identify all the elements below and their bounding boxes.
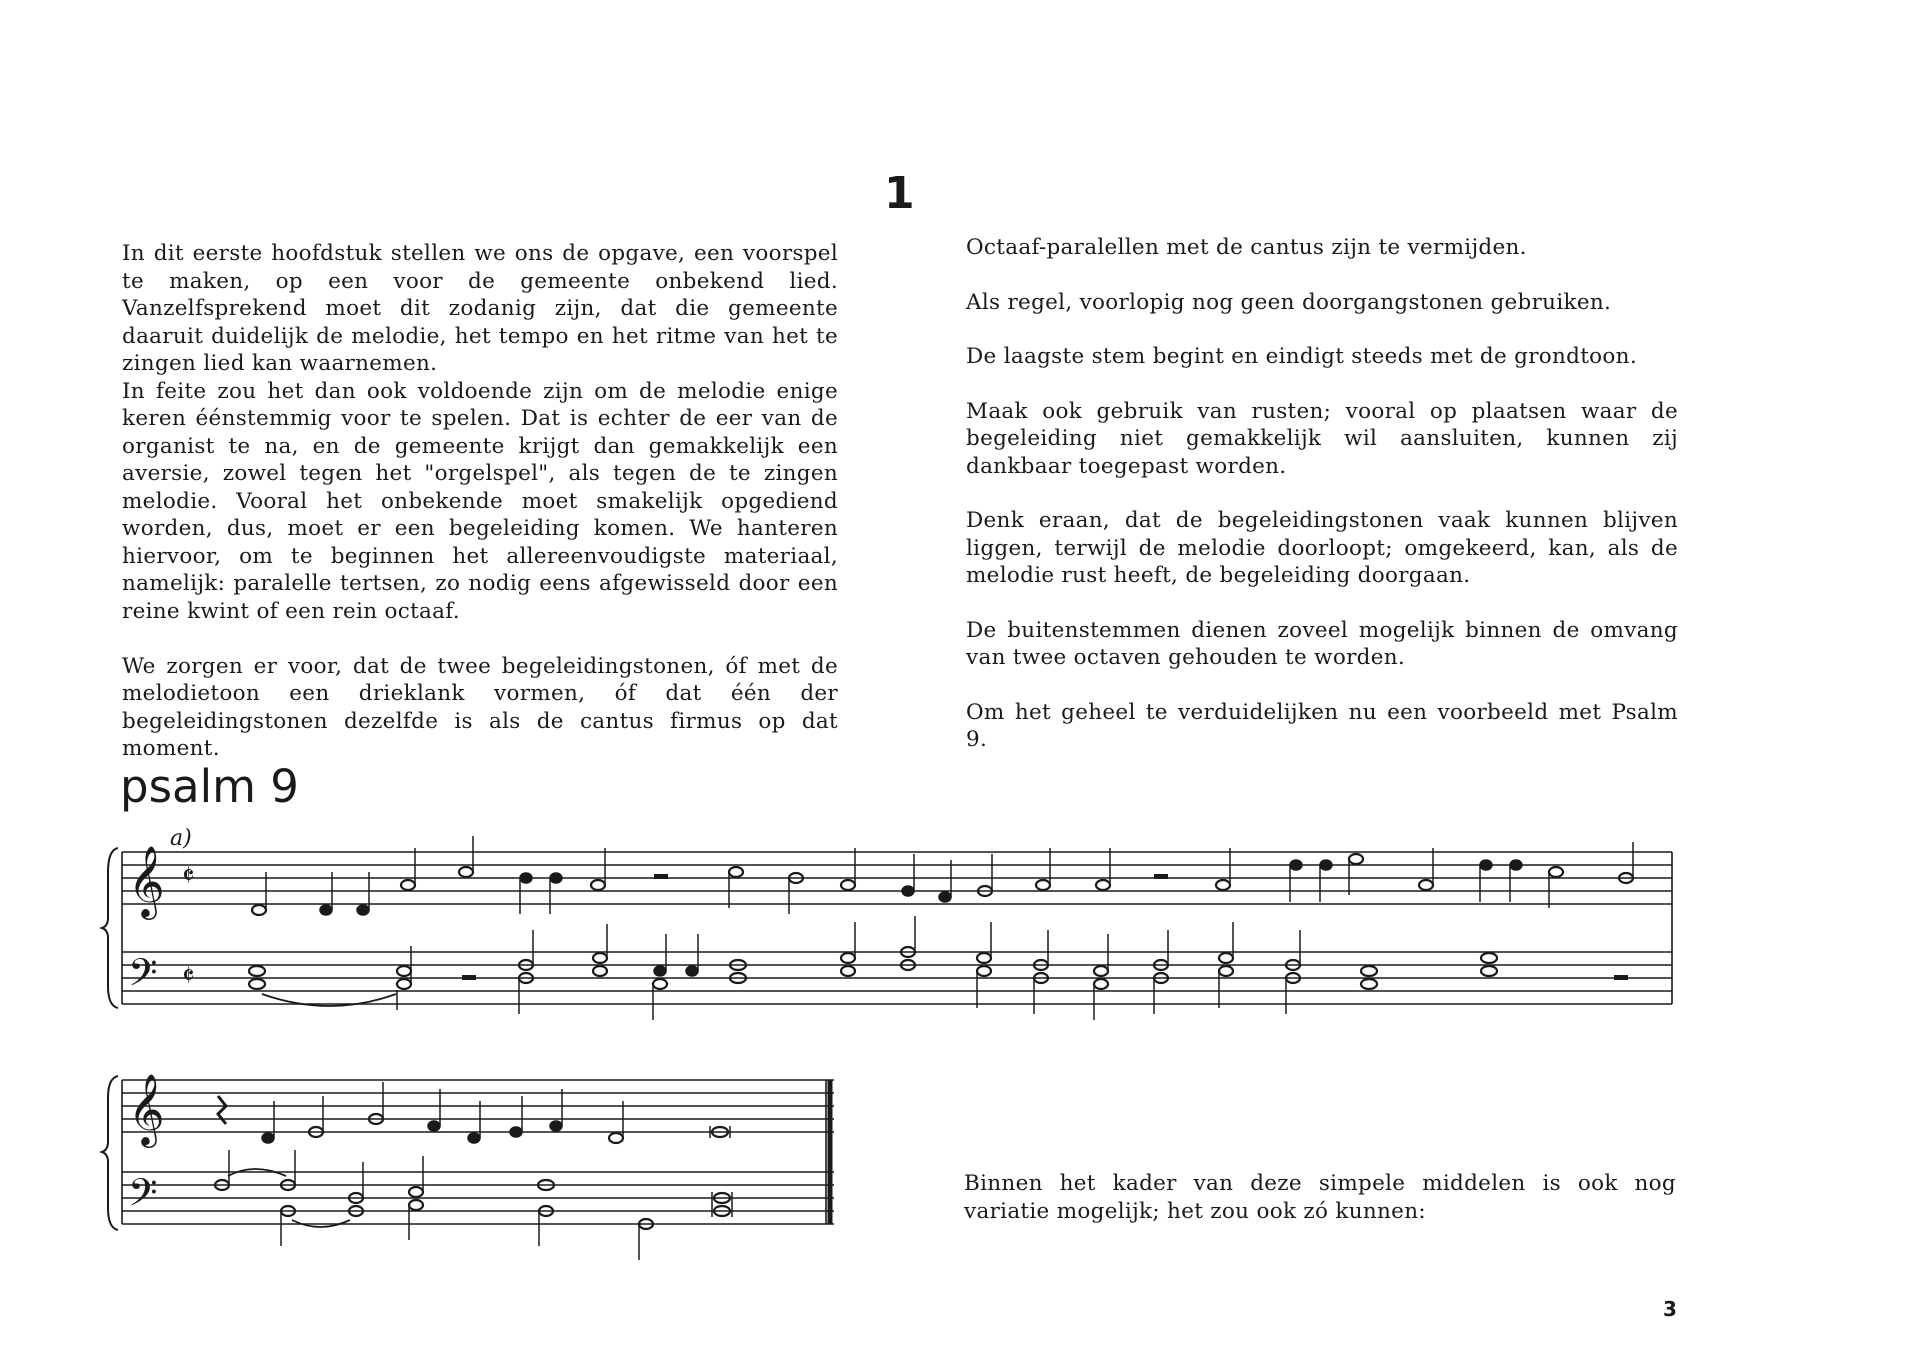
chapter-number: 1 [884, 168, 915, 219]
treble-clef-icon: 𝄞 [128, 1072, 165, 1145]
paragraph: De laagste stem begint en eindigt steeds met de grondtoon. [966, 344, 1637, 369]
example-title: psalm 9 [120, 760, 299, 813]
treble-notes-system-2 [218, 1082, 730, 1143]
bass-clef-icon: 𝄢 [128, 1170, 158, 1224]
time-signature: 𝄵 [182, 859, 195, 892]
variant-label: a) [170, 826, 192, 851]
clefs [128, 844, 195, 1224]
paragraph: Denk eraan, dat de begeleidingstonen vaak kunnen blijven liggen, terwijl de melodie doorloopt; omgekeerd, kan, als de melodie rust heeft, de begeleiding doorgaan. [966, 508, 1678, 588]
paragraph: In dit eerste hoofdstuk stellen we ons de opgave, een voorspel te maken, op een voor de gemeente onbekend lied. Vanzelfsprekend moet dit zodanig zijn, dat die gemeente daaruit duidelijk de melodie, het tempo en het ritme van het te zingen lied kan waarnemen. [122, 241, 838, 376]
treble-clef-icon: 𝄞 [128, 844, 165, 917]
page-number: 3 [1663, 1297, 1677, 1321]
bass-clef-icon: 𝄢 [128, 950, 158, 1004]
paragraph: In feite zou het dan ook voldoende zijn om de melodie enige keren éénstemmig voor te spelen. Dat is echter de eer van de organist te na, en de gemeente krijgt dan gemakkelijk een aversie, zowel tegen het "orgelspel", als tegen de te zingen melodie. Vooral het onbekende moet smakelijk opgediend worden, dus, moet er een begeleiding komen. We hanteren hiervoor, om te beginnen het allereenvoudigste materiaal, namelijk: paralelle tertsen, zo nodig eens afgewisseld door een reine kwint of een rein octaaf. [122, 378, 838, 624]
paragraph: We zorgen er voor, dat de twee begeleidingstonen, óf met de melodietoon een drieklank vormen, óf dat één der begeleidingstonen dezelfde is als de cantus firmus op dat moment. [122, 653, 838, 761]
paragraph: Om het geheel te verduidelijken nu een voorbeeld met Psalm 9. [966, 699, 1678, 752]
paragraph: Octaaf-paralellen met de cantus zijn te vermijden. [966, 235, 1527, 260]
treble-notes-system-1 [252, 836, 1633, 915]
paragraph: Als regel, voorlopig nog geen doorgangstonen gebruiken. [966, 289, 1612, 315]
closing-text: Binnen het kader van deze simpele middelen is ook nog variatie mogelijk; het zou ook zó kunnen: [964, 1171, 1676, 1224]
time-signature: 𝄵 [182, 959, 195, 992]
paragraph: Maak ook gebruik van rusten; vooral op plaatsen waar de begeleiding niet gemakkelijk wil aansluiten, kunnen zij dankbaar toegepast worden. [966, 398, 1678, 479]
staff-lines [122, 852, 1672, 1224]
bass-notes-system-2 [215, 1150, 732, 1260]
paragraph: De buitenstemmen dienen zoveel mogelijk binnen de omvang van twee octaven gehouden te worden. [966, 617, 1678, 670]
